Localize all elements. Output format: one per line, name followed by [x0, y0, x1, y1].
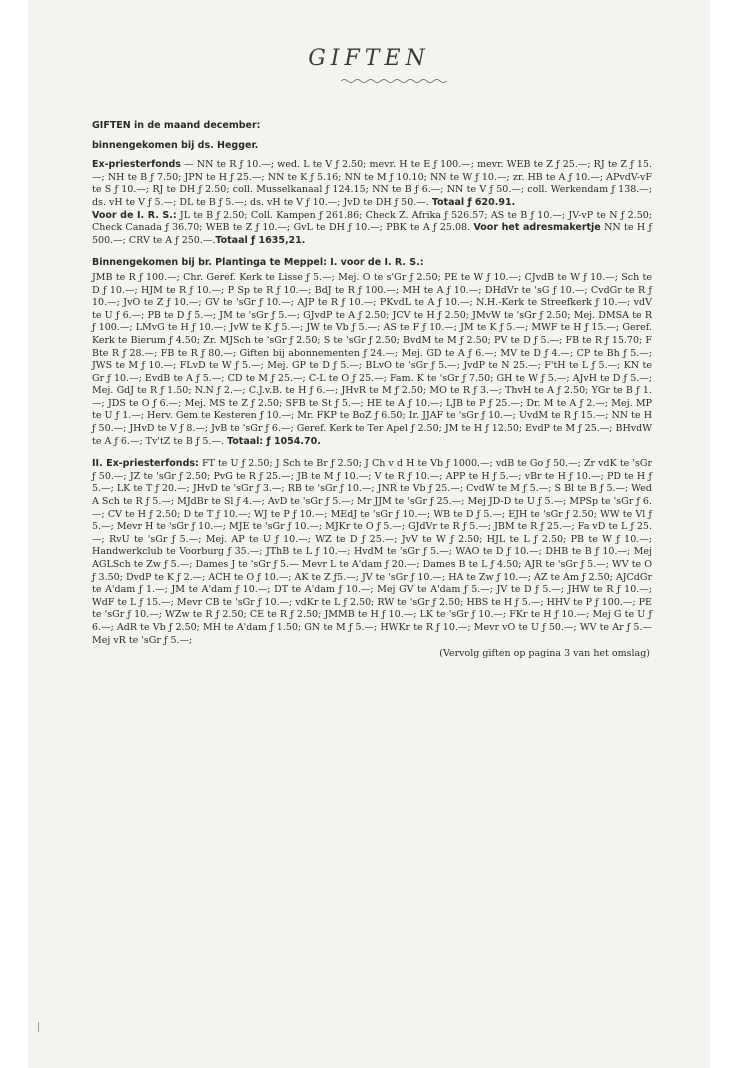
page-title: GIFTEN — [308, 46, 430, 71]
ex-priesterfonds-ii-label: II. Ex-priesterfonds: — [92, 458, 199, 470]
heading-hegger: binnengekomen bij ds. Hegger. — [92, 139, 259, 151]
plantinga-text: JMB te R ƒ 100.—; Chr. Geref. Kerk te Lisse ƒ 5.—; Mej. O te s'Gr ƒ 2.50; PE te W ƒ 10.—; CJvdB te W ƒ 10.—; Sch te D ƒ 10.—; HJM te R ƒ 10.—; P Sp te R ƒ 10.—; BdJ te R ƒ 100.—; MH te A ƒ 10.—; DHdVr te 'sG ƒ 10.—; CvdGr te R ƒ 10.—; JvO te Z ƒ 10.—; GV te 'sGr ƒ 10.—; AJP te R ƒ 10.—; PKvdL te A ƒ 10.—; N.H.-Kerk te Streefkerk ƒ 10.—; vdV te U ƒ 6.—; PB te D ƒ 5.—; JM te 'sGr ƒ 5.—; GJvdP te A ƒ 2.50; JCV te H ƒ 2.50; JMvW te 'sGr ƒ 2.50; Mej. DMSA te R ƒ 100.—; LMvG te H ƒ 10.—; JvW te K ƒ 5.—; JW te Vb ƒ 5.—; AS te F ƒ 10.—; JM te K ƒ 5.—; MWF te H ƒ 15.—; Geref. Kerk te Bierum ƒ 4.50; Zr. MJSch te 'sGr ƒ 2.50; S te 'sGr ƒ 2.50; BvdM te M ƒ 2.50; PV te D ƒ 5.—; FB te R ƒ 15.70; F Bte R ƒ 28.—; FB te R ƒ 80.—; Giften bij abonnementen ƒ 24.—; Mej. GD te A ƒ 6.—; MV te D ƒ 4.—; CP te Bh ƒ 5.—; JWS te M ƒ 10.—; FLvD te W ƒ 5.—; Mej. GP te D ƒ 5.—; BLvO te 'sGr ƒ 5.—; JvdP te N 25.—; F'tH te L ƒ 5.—; KN te Gr ƒ 10.—; EvdB te A ƒ 5.—; CD te M ƒ 25.—; C-L te O ƒ 25.—; Fam. K te 'sGr ƒ 7.50; GH te W ƒ 5.—; AJvH te D ƒ 5.—; Mej. GdJ te R ƒ 1.50; N.N ƒ 2.—; C.J.v.B. te H ƒ 6.—; JHvR te M ƒ 2.50; MO te R ƒ 3.—; ThvH te A ƒ 2.50; YGr te B ƒ 1.—; JDS te O ƒ 6.—; Mej. MS te Z ƒ 2.50; SFB te St ƒ 5.—; HE te A ƒ 10.—; LJB te P ƒ 25.—; Dr. M te A ƒ 2.—; Mej. MP te U ƒ 1.—; Herv. Gem te Kesteren ƒ 10.—; Mr. FKP te BoZ ƒ 6.50; Ir. JJAF te 'sGr ƒ 10.—; UvdM te R ƒ 15.—; NN te H ƒ 50.—; JHvD te V ƒ 8.—; JvB te 'sGr ƒ 6.—; Geref. Kerk te Ter Apel ƒ 2.50; JM te H ƒ 12.50; EvdP te M ƒ 25.—; BHvdW te A ƒ 6.—; Tv'tZ te B ƒ 5.—. — [92, 271, 652, 447]
ex-priesterfonds-ii-text: FT te U ƒ 2.50; J Sch te Br ƒ 2.50; J Ch v d H te Vb ƒ 1000.—; vdB te Go ƒ 50.—; Zr vdK te 'sGr ƒ 50.—; JZ te 'sGr ƒ 2.50; PvG te R ƒ 25.—; JB te M ƒ 10.—; V te R ƒ 10.—; APP te H ƒ 5.—; vBr te H ƒ 10.—; PD te H ƒ 5.—; LK te T ƒ 20.—; JHvD te 'sGr ƒ 3.—; RB te 'sGr ƒ 10.—; JNR te Vb ƒ 25.—; CvdW te M ƒ 5.—; S Bl te B ƒ 5.—; Wed A Sch te R ƒ 5.—; MJdBr te Sl ƒ 4.—; AvD te 'sGr ƒ 5.—; Mr JJM te 'sGr ƒ 25.—; Mej JD-D te U ƒ 5.—; MPSp te 'sGr ƒ 6.—; CV te H ƒ 2.50; D te T ƒ 10.—; WJ te P ƒ 10.—; MEdJ te 'sGr ƒ 10.—; WB te D ƒ 5.—; EJH te 'sGr ƒ 2.50; WW te Vl ƒ 5.—; Mevr H te 'sGr ƒ 10.—; MJE te 'sGr ƒ 10.—; MJKr te O ƒ 5.—; GJdVr te R ƒ 5.—; JBM te R ƒ 25.—; Fa vD te L ƒ 25.—; RvU te 'sGr ƒ 5.—; Mej. AP te U ƒ 10.—; WZ te D ƒ 25.—; JvV te W ƒ 2.50; HJL te L ƒ 2.50; PB te W ƒ 10.—; Handwerkclub te Voorburg ƒ 35.—; JThB te L ƒ 10.—; HvdM te 'sGr ƒ 5.—; WAO te D ƒ 10.—; DHB te B ƒ 10.—; Mej AGLSch te Zw ƒ 5.—; Dames J te 'sGr ƒ 5.— Mevr L te A'dam ƒ 20.—; Dames B te L ƒ 4.50; AJR te 'sGr ƒ 5.—; WV te O ƒ 3.50; DvdP te K ƒ 2.—; ACH te O ƒ 10.—; AK te Z ƒ5.—; JV te 'sGr ƒ 10.—; HA te Zw ƒ 10.—; AZ te Am ƒ 2.50; AJCdGr te A'dam ƒ 1.—; JM te A'dam ƒ 10.—; DT te A'dam ƒ 10.—; Mej GV te A'dam ƒ 5.—; JV te D ƒ 5.—; JHW te R ƒ 10.—; WdF te L ƒ 15.—; Mevr CB te 'sGr ƒ 10.—; vdKr te L ƒ 2.50; RW te 'sGr ƒ 2.50; HBS te H ƒ 5.—; HHV te P ƒ 100.—; PE te 'sGr ƒ 10.—; WZw te R ƒ 2.50; CE te R ƒ 2.50; JMMB te H ƒ 10.—; LK te 'sGr ƒ 10.—; FKr te H ƒ 10.—; Mej G te U ƒ 6.—; AdR te Vb ƒ 2.50; MH te A'dam ƒ 1.50; GN te M ƒ 5.—; HWKr te R ƒ 10.—; Mevr vO te U ƒ 50.—; WV te Ar ƒ 5.— Mej vR te 'sGr ƒ 5.—; — [92, 458, 652, 646]
ex-priesterfonds-total: Totaal ƒ 620.91. — [431, 196, 516, 208]
plantinga-heading: Binnengekomen bij br. Plantinga te Meppel: I. voor de I. R. S.: — [92, 257, 424, 269]
ex-priesterfonds-label: Ex-priesterfonds — [92, 159, 181, 171]
gifts-content — [92, 120, 652, 661]
heading-month: GIFTEN in de maand december: — [92, 120, 261, 131]
plantinga-paragraph — [92, 272, 652, 448]
ornament-divider — [341, 78, 447, 84]
ex-priesterfonds-ii-paragraph — [92, 458, 652, 647]
plantinga-total: Totaal: ƒ 1054.70. — [227, 435, 321, 447]
continuation-note: (Vervolg giften op pagina 3 van het omslag) — [439, 648, 650, 660]
irs-total: Totaal ƒ 1635,21. — [215, 234, 306, 246]
margin-mark — [38, 1022, 45, 1032]
section-gap — [92, 247, 652, 257]
ex-priesterfonds-paragraph — [92, 159, 652, 209]
ex-priesterfonds-text: — NN te R ƒ 10.—; wed. L te V ƒ 2.50; mevr. H te E ƒ 100.—; mevr. WEB te Z ƒ 25.—; RJ te Z ƒ 15.—; NH te B ƒ 7.50; JPN te H ƒ 25.—; NN te K ƒ 5.16; NN te M ƒ 10.10; NN te W ƒ 10.—; zr. HB te A ƒ 10.—; APvdV-vF te S ƒ 10.—; RJ te DH ƒ 2.50; coll. Musselkanaal ƒ 124.15; NN te B ƒ 6.—; NN te V ƒ 50.—; coll. Werkendam ƒ 138.—; ds. vH te V ƒ 5.—; DL te B ƒ 5.—; ds. vH te V ƒ 10.—; JvD te DH ƒ 50.—. — [92, 159, 652, 208]
adresmakertje-text: NN te H ƒ 500.—; CRV te A ƒ 250.—. — [92, 222, 652, 246]
adresmakertje-label: Voor het adresmakertje — [473, 222, 601, 234]
irs-label: Voor de I. R. S.: — [92, 209, 177, 221]
irs-text: JL te B ƒ 2.50; Coll. Kampen ƒ 261.86; Check Z. Afrika ƒ 526.57; AS te B ƒ 10.—; JV-vP te N ƒ 2.50; Check Canada ƒ 36.70; WEB te Z ƒ 10.—; GvL te DH ƒ 10.—; PBK te A ƒ 25.08. — [92, 209, 652, 234]
section-gap — [92, 448, 652, 458]
irs-paragraph — [92, 210, 652, 248]
